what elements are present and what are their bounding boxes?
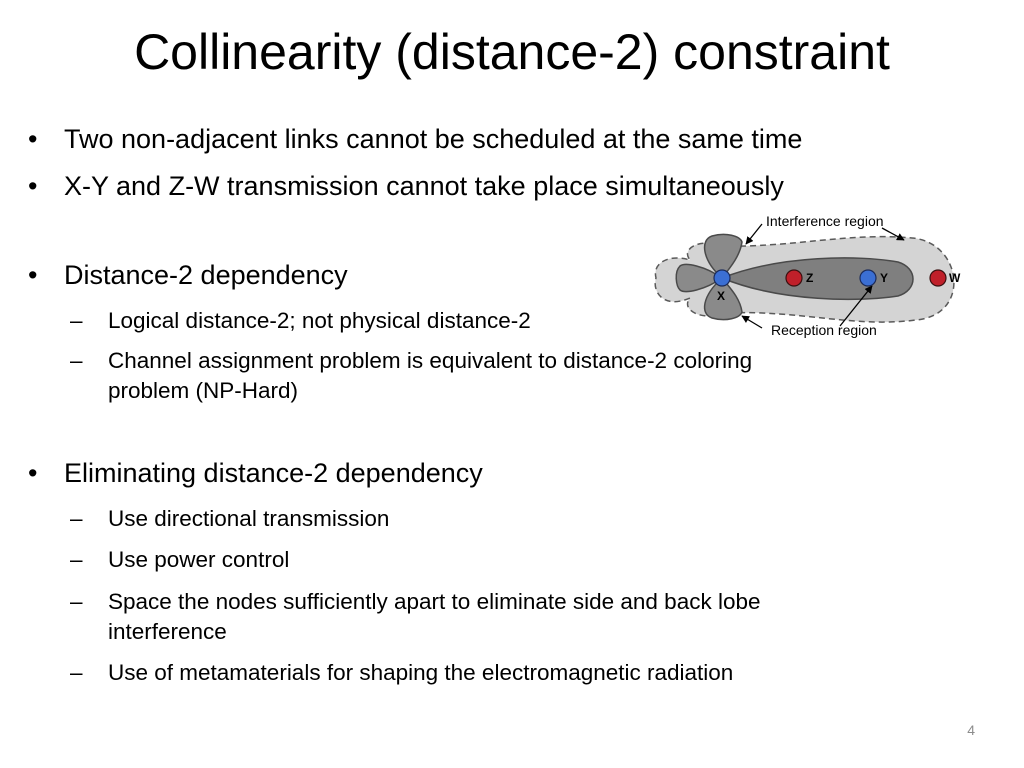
sub-bullet-marker: – xyxy=(70,308,83,333)
sub-bullet-marker: – xyxy=(70,589,83,614)
sub-bullet-text: Space the nodes sufficiently apart to eliminate side and back lobe xyxy=(108,589,761,614)
sub-bullet-marker: – xyxy=(70,660,83,685)
page-number: 4 xyxy=(967,722,975,738)
node-x-label: X xyxy=(717,289,726,303)
node-w xyxy=(930,270,946,286)
bullet-marker: • xyxy=(28,171,38,201)
node-x xyxy=(714,270,730,286)
sub-bullet-text: Use power control xyxy=(108,547,290,572)
bullet-text: Two non-adjacent links cannot be scheduled at the same time xyxy=(64,124,803,154)
sub-bullet-text: problem (NP-Hard) xyxy=(108,378,299,403)
node-y-label: Y xyxy=(880,271,889,285)
bullet-marker: • xyxy=(28,458,38,488)
node-y xyxy=(860,270,876,286)
sub-bullet-text: Logical distance-2; not physical distance-2 xyxy=(108,308,531,333)
sub-bullet-text: Use directional transmission xyxy=(108,506,390,531)
sub-bullet-marker: – xyxy=(70,547,83,572)
bullet-marker: • xyxy=(28,124,38,154)
interference-diagram xyxy=(650,210,970,345)
bullet-text: Distance-2 dependency xyxy=(64,260,348,290)
node-z-label: Z xyxy=(806,271,814,285)
sub-bullet-marker: – xyxy=(70,506,83,531)
bullet-marker: • xyxy=(28,260,38,290)
reception-region-label: Reception region xyxy=(771,322,877,338)
node-z xyxy=(786,270,802,286)
node-w-label: W xyxy=(949,271,961,285)
interference-region-label: Interference region xyxy=(766,213,884,229)
sub-bullet-text: interference xyxy=(108,619,227,644)
sub-bullet-text: Channel assignment problem is equivalent to distance-2 coloring xyxy=(108,348,753,373)
sub-bullet-marker: – xyxy=(70,348,83,373)
bullet-text: Eliminating distance-2 dependency xyxy=(64,458,483,488)
slide-title: Collinearity (distance-2) constraint xyxy=(134,24,890,80)
sub-bullet-text: Use of metamaterials for shaping the electromagnetic radiation xyxy=(108,660,734,685)
bullet-text: X-Y and Z-W transmission cannot take place simultaneously xyxy=(64,171,784,201)
